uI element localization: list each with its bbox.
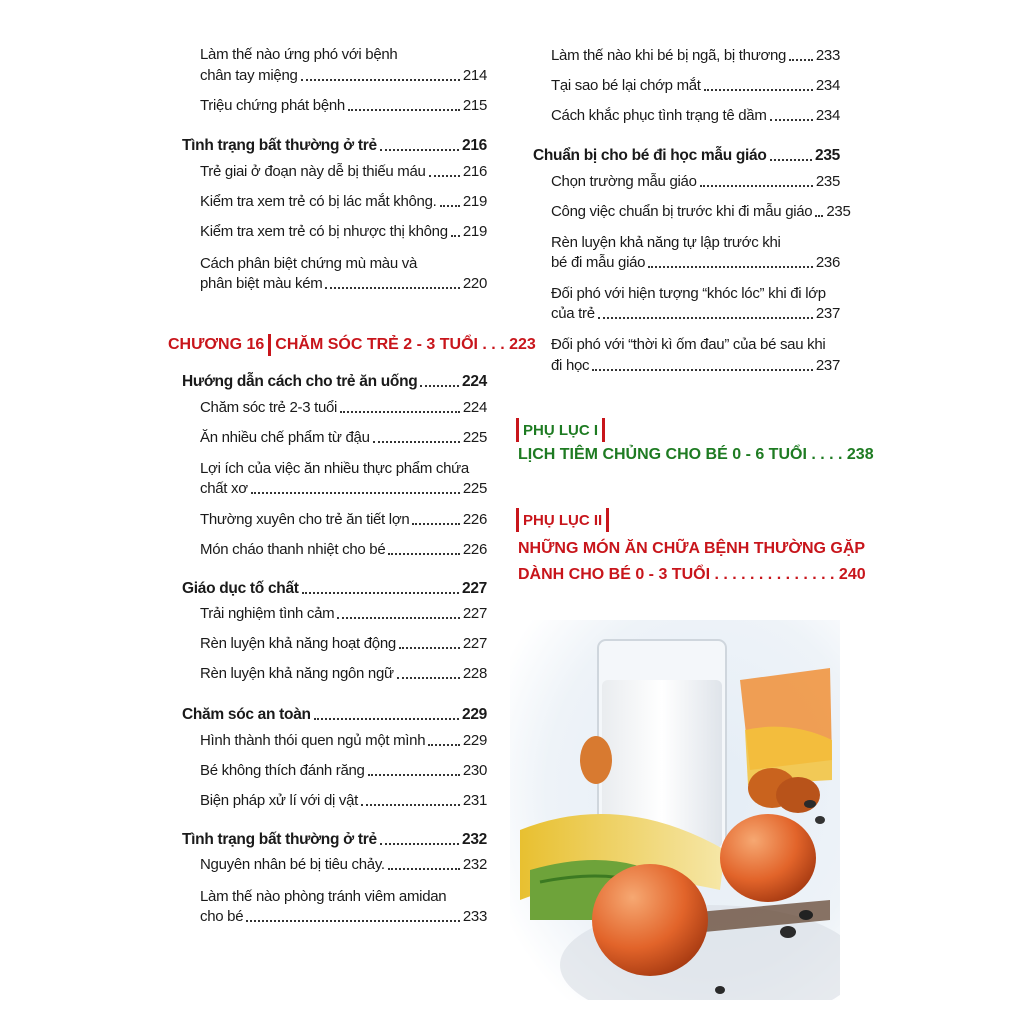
page-number: 216 xyxy=(462,137,487,154)
page-number: 227 xyxy=(462,605,487,622)
page-number: 227 xyxy=(462,580,487,597)
page-number: 228 xyxy=(462,665,487,682)
toc-entry-line: Làm thế nào phòng tránh viêm amidan xyxy=(200,888,447,905)
section-title: Hướng dẫn cách cho trẻ ăn uống xyxy=(182,373,418,390)
toc-entry[interactable] xyxy=(200,634,487,653)
toc-entry[interactable] xyxy=(200,855,487,874)
entry-title: Thường xuyên cho trẻ ăn tiết lợn xyxy=(200,511,410,528)
page-number: 225 xyxy=(462,480,487,497)
page-number: 234 xyxy=(815,107,840,124)
entry-title: Tại sao bé lại chớp mắt xyxy=(551,77,701,94)
section-title: Chăm sóc an toàn xyxy=(182,706,311,723)
entry-title: Chọn trường mẫu giáo xyxy=(551,173,697,190)
divider xyxy=(602,418,605,442)
entry-title: bé đi mẫu giáo xyxy=(551,254,646,271)
entry-title: chất xơ xyxy=(200,480,248,497)
entry-title: cho bé xyxy=(200,908,244,925)
toc-section[interactable] xyxy=(182,136,487,155)
page-number: 235 xyxy=(815,173,840,190)
toc-entry[interactable] xyxy=(200,791,487,810)
appendix-1-title[interactable]: LỊCH TIÊM CHỦNG CHO BÉ 0 - 6 TUỔI . . . . 238 xyxy=(518,446,874,463)
page-number: 232 xyxy=(462,831,487,848)
toc-entry[interactable] xyxy=(200,222,487,241)
toc-entry[interactable] xyxy=(200,761,487,780)
entry-title: Làm thế nào khi bé bị ngã, bị thương xyxy=(551,47,787,64)
entry-title: Nguyên nhân bé bị tiêu chảy. xyxy=(200,856,385,873)
toc-entry[interactable] xyxy=(200,604,487,623)
page-number: 235 xyxy=(826,203,851,220)
entry-title: Trải nghiệm tình cảm xyxy=(200,605,335,622)
entry-title: Hình thành thói quen ngủ một mình xyxy=(200,732,426,749)
toc-entry[interactable] xyxy=(200,398,487,417)
divider xyxy=(516,418,519,442)
toc-entry[interactable] xyxy=(551,253,840,272)
toc-entry[interactable] xyxy=(551,46,840,65)
page-number: 214 xyxy=(462,67,487,84)
page-number: 236 xyxy=(815,254,840,271)
entry-title: Kiểm tra xem trẻ có bị lác mắt không. xyxy=(200,193,437,210)
toc-entry[interactable] xyxy=(200,96,487,115)
entry-title: của trẻ xyxy=(551,305,595,322)
toc-entry[interactable] xyxy=(200,907,487,926)
page-number: 216 xyxy=(462,163,487,180)
page-number: 219 xyxy=(462,193,487,210)
section-title: Giáo dục tố chất xyxy=(182,580,299,597)
page-number: 226 xyxy=(462,511,487,528)
entry-title: Món cháo thanh nhiệt cho bé xyxy=(200,541,386,558)
chapter-heading[interactable] xyxy=(168,334,536,356)
toc-entry-line: Cách phân biệt chứng mù màu và xyxy=(200,255,418,272)
entry-title: chân tay miệng xyxy=(200,67,298,84)
page-number: 237 xyxy=(815,357,840,374)
entry-title: Rèn luyện khả năng hoạt động xyxy=(200,635,396,652)
toc-entry[interactable] xyxy=(551,106,840,125)
page-number: 232 xyxy=(462,856,487,873)
page-number: 224 xyxy=(462,373,487,390)
entry-title: Ăn nhiều chế phẩm từ đậu xyxy=(200,429,370,446)
page-number: 234 xyxy=(815,77,840,94)
page-number: 225 xyxy=(462,429,487,446)
page-number: 215 xyxy=(462,97,487,114)
toc-entry[interactable] xyxy=(200,274,487,293)
page-number: 219 xyxy=(462,223,487,240)
toc-entry-line: Lợi ích của việc ăn nhiều thực phẩm chứa xyxy=(200,460,469,477)
toc-section[interactable] xyxy=(182,830,487,849)
toc-entry-line: Đối phó với “thời kì ốm đau” của bé sau khi xyxy=(551,336,826,353)
toc-entry[interactable] xyxy=(200,192,487,211)
toc-section[interactable] xyxy=(533,146,840,165)
chapter-title: CHĂM SÓC TRẺ 2 - 3 TUỔI . . . 223 xyxy=(275,336,536,353)
toc-entry[interactable] xyxy=(551,202,851,221)
section-title: Chuẩn bị cho bé đi học mẫu giáo xyxy=(533,147,767,164)
toc-entry[interactable] xyxy=(551,304,840,323)
toc-entry[interactable] xyxy=(200,428,487,447)
toc-entry[interactable] xyxy=(551,76,840,95)
toc-entry-line: Làm thế nào ứng phó với bệnh xyxy=(200,46,398,63)
divider xyxy=(516,508,519,532)
toc-entry-line: Đối phó với hiện tượng “khóc lóc” khi đi lớp xyxy=(551,285,826,302)
toc-entry[interactable] xyxy=(200,479,487,498)
appendix-2-title-cont[interactable]: DÀNH CHO BÉ 0 - 3 TUỔI . . . . . . . . . . . . . . 240 xyxy=(518,566,866,583)
page-number: 227 xyxy=(462,635,487,652)
page-number: 237 xyxy=(815,305,840,322)
page-number: 230 xyxy=(462,762,487,779)
entry-title: phân biệt màu kém xyxy=(200,275,323,292)
page-number: 231 xyxy=(462,792,487,809)
toc-entry[interactable] xyxy=(551,356,840,375)
entry-title: Công việc chuẩn bị trước khi đi mẫu giáo xyxy=(551,203,813,220)
toc-section[interactable] xyxy=(182,372,487,391)
toc-entry[interactable] xyxy=(200,162,487,181)
toc-entry-line: Rèn luyện khả năng tự lập trước khi xyxy=(551,234,781,251)
entry-title: Kiểm tra xem trẻ có bị nhược thị không xyxy=(200,223,448,240)
section-title: Tình trạng bất thường ở trẻ xyxy=(182,137,377,154)
toc-section[interactable] xyxy=(182,579,487,598)
toc-section[interactable] xyxy=(182,705,487,724)
entry-title: Biện pháp xử lí với dị vật xyxy=(200,792,358,809)
appendix-2-title[interactable]: NHỮNG MÓN ĂN CHỮA BỆNH THƯỜNG GẶP xyxy=(518,540,866,557)
milk-eggs-corn-photo xyxy=(510,620,840,1000)
divider xyxy=(606,508,609,532)
entry-title: Cách khắc phục tình trạng tê dầm xyxy=(551,107,767,124)
entry-title: đi học xyxy=(551,357,590,374)
page-number: 226 xyxy=(462,541,487,558)
section-title: Tình trạng bất thường ở trẻ xyxy=(182,831,377,848)
entry-title: Trẻ giai ở đoạn này dễ bị thiếu máu xyxy=(200,163,426,180)
appendix-1-label: PHỤ LỤC I xyxy=(512,418,609,442)
page-number: 233 xyxy=(462,908,487,925)
entry-title: Triệu chứng phát bệnh xyxy=(200,97,345,114)
page-number: 229 xyxy=(462,706,487,723)
toc-entry[interactable] xyxy=(200,66,487,85)
divider xyxy=(268,334,271,356)
toc-entry[interactable] xyxy=(200,510,487,529)
toc-entry[interactable] xyxy=(200,731,487,750)
entry-title: Bé không thích đánh răng xyxy=(200,762,365,779)
page-number: 220 xyxy=(462,275,487,292)
page-number: 233 xyxy=(815,47,840,64)
entry-title: Rèn luyện khả năng ngôn ngữ xyxy=(200,665,394,682)
toc-entry[interactable] xyxy=(200,540,487,559)
toc-entry[interactable] xyxy=(200,664,487,683)
page-number: 229 xyxy=(462,732,487,749)
entry-title: Chăm sóc trẻ 2-3 tuổi xyxy=(200,399,338,416)
toc-entry[interactable] xyxy=(551,172,840,191)
page-number: 224 xyxy=(462,399,487,416)
appendix-2-label: PHỤ LỤC II xyxy=(512,508,613,532)
chapter-number: CHƯƠNG 16 xyxy=(168,336,265,353)
page-number: 235 xyxy=(815,147,840,164)
